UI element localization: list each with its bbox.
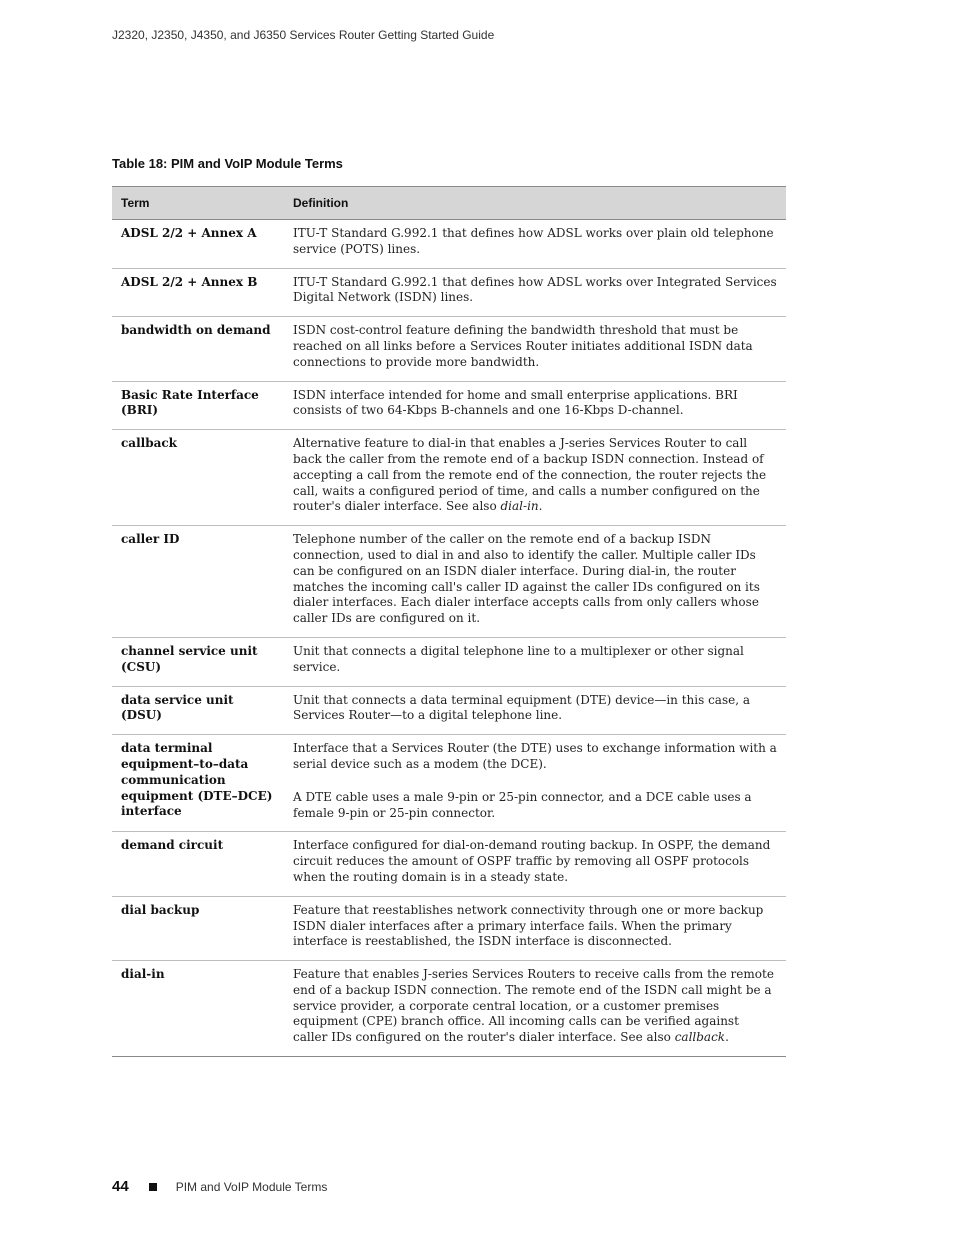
term-cell: caller ID — [112, 526, 284, 638]
table-row — [112, 268, 786, 317]
definition-text: . — [725, 1030, 729, 1045]
term-cell: Basic Rate Interface (BRI) — [112, 381, 284, 430]
definition-paragraph — [293, 644, 777, 676]
definition-paragraph — [293, 388, 777, 420]
column-header-term: Term — [112, 187, 284, 220]
running-header: J2320, J2350, J4350, and J6350 Services Router Getting Started Guide — [112, 28, 495, 42]
term-cell: data service unit (DSU) — [112, 686, 284, 735]
terms-table — [112, 186, 786, 1057]
column-header-definition: Definition — [284, 187, 786, 220]
definition-paragraph — [293, 323, 777, 370]
page-number: 44 — [112, 1178, 129, 1195]
definition-cell — [284, 268, 786, 317]
definition-paragraph — [293, 838, 777, 885]
term-cell: ADSL 2/2 + Annex B — [112, 268, 284, 317]
definition-paragraph — [293, 532, 777, 627]
table-row — [112, 896, 786, 960]
definition-cell — [284, 430, 786, 526]
table-row — [112, 526, 786, 638]
definition-text: Feature that enables J-series Services Routers to receive calls from the remote end of a backup ISDN connection. The remote end of the ISDN call might be a service provider, a corporate central location, or a customer premises equipment (CPE) branch office. All incoming calls can be verified against caller IDs configured on the router's dialer interface. See also — [293, 967, 774, 1045]
table-body — [112, 220, 786, 1057]
definition-cell — [284, 832, 786, 896]
definition-text: Interface that a Services Router (the DTE) uses to exchange information with a serial device such as a modem (the DCE). — [293, 741, 777, 771]
definition-paragraph — [293, 967, 777, 1046]
definition-paragraph — [293, 741, 777, 773]
definition-text: ITU-T Standard G.992.1 that defines how ADSL works over Integrated Services Digital Network (ISDN) lines. — [293, 274, 777, 305]
definition-paragraph — [293, 693, 777, 725]
definition-text: Interface configured for dial-on-demand routing backup. In OSPF, the demand circuit reduces the amount of OSPF traffic by removing all OSPF protocols when the routing domain is in a steady state. — [293, 838, 771, 884]
table-header-row — [112, 187, 786, 220]
definition-paragraph — [293, 903, 777, 950]
table-caption: Table 18: PIM and VoIP Module Terms — [112, 156, 343, 171]
table-row — [112, 220, 786, 269]
page-footer — [112, 1178, 327, 1195]
definition-text: Feature that reestablishes network connectivity through one or more backup ISDN dialer interfaces after a primary interface fails. When the primary interface is reestablished, the ISDN interface is disconnected. — [293, 902, 764, 949]
definition-text: ISDN interface intended for home and small enterprise applications. BRI consists of two 64-Kbps B-channels and one 16-Kbps D-channel. — [293, 387, 738, 418]
table-row — [112, 637, 786, 686]
term-cell: callback — [112, 430, 284, 526]
term-cell: ADSL 2/2 + Annex A — [112, 220, 284, 269]
definition-text: Unit that connects a data terminal equipment (DTE) device—in this case, a Services Router—to a digital telephone line. — [293, 692, 751, 723]
table-row — [112, 317, 786, 381]
definition-cell — [284, 735, 786, 832]
definition-cell — [284, 381, 786, 430]
cross-reference-term: callback — [674, 1030, 726, 1045]
definition-text: Unit that connects a digital telephone line to a multiplexer or other signal service. — [293, 643, 744, 674]
definition-paragraph — [293, 436, 777, 515]
table-row — [112, 381, 786, 430]
definition-cell — [284, 526, 786, 638]
definition-cell — [284, 637, 786, 686]
table-row — [112, 961, 786, 1057]
term-cell: channel service unit (CSU) — [112, 637, 284, 686]
footer-section-title: PIM and VoIP Module Terms — [175, 1179, 328, 1194]
definition-paragraph — [293, 275, 777, 307]
definition-cell — [284, 317, 786, 381]
definition-text: A DTE cable uses a male 9-pin or 25-pin connector, and a DCE cable uses a female 9-pin or 25-pin connector. — [293, 789, 752, 820]
table-row — [112, 430, 786, 526]
definition-cell — [284, 686, 786, 735]
definition-text: Telephone number of the caller on the remote end of a backup ISDN connection, used to dial in and also to identify the caller. Multiple caller IDs can be configured on an ISDN dialer interface. During dial-in, the router matches the incoming call's caller ID against the caller IDs configured on its dialer interfaces. Each dialer interface accepts calls from only callers whose caller IDs are configured on it. — [293, 532, 760, 626]
definition-text: . — [538, 499, 543, 514]
table-row — [112, 735, 786, 832]
term-cell: dial backup — [112, 896, 284, 960]
term-cell: dial-in — [112, 961, 284, 1057]
definition-cell — [284, 220, 786, 269]
term-cell: bandwidth on demand — [112, 317, 284, 381]
table-row — [112, 832, 786, 896]
definition-paragraph — [293, 790, 777, 822]
definition-text: ITU-T Standard G.992.1 that defines how ADSL works over plain old telephone service (POTS) lines. — [293, 226, 774, 256]
definition-text: ISDN cost-control feature defining the bandwidth threshold that must be reached on all links before a Services Router initiates additional ISDN data connections to provide more bandwidth. — [293, 323, 753, 369]
definition-cell — [284, 896, 786, 960]
definition-text: Alternative feature to dial-in that enables a J-series Services Router to call back the caller from the remote end of a backup ISDN connection. Instead of accepting a call from the remote end of the connection, the router rejects the call, waits a configured period of time, and calls a number configured on the router's dialer interface. See also — [293, 436, 767, 514]
cross-reference-term: dial-in — [500, 499, 539, 514]
term-cell: demand circuit — [112, 832, 284, 896]
term-cell: data terminal equipment–to–data communication equipment (DTE–DCE) interface — [112, 735, 284, 832]
table-row — [112, 686, 786, 735]
definition-paragraph — [293, 226, 777, 258]
square-bullet-icon — [149, 1183, 157, 1191]
definition-cell — [284, 961, 786, 1057]
